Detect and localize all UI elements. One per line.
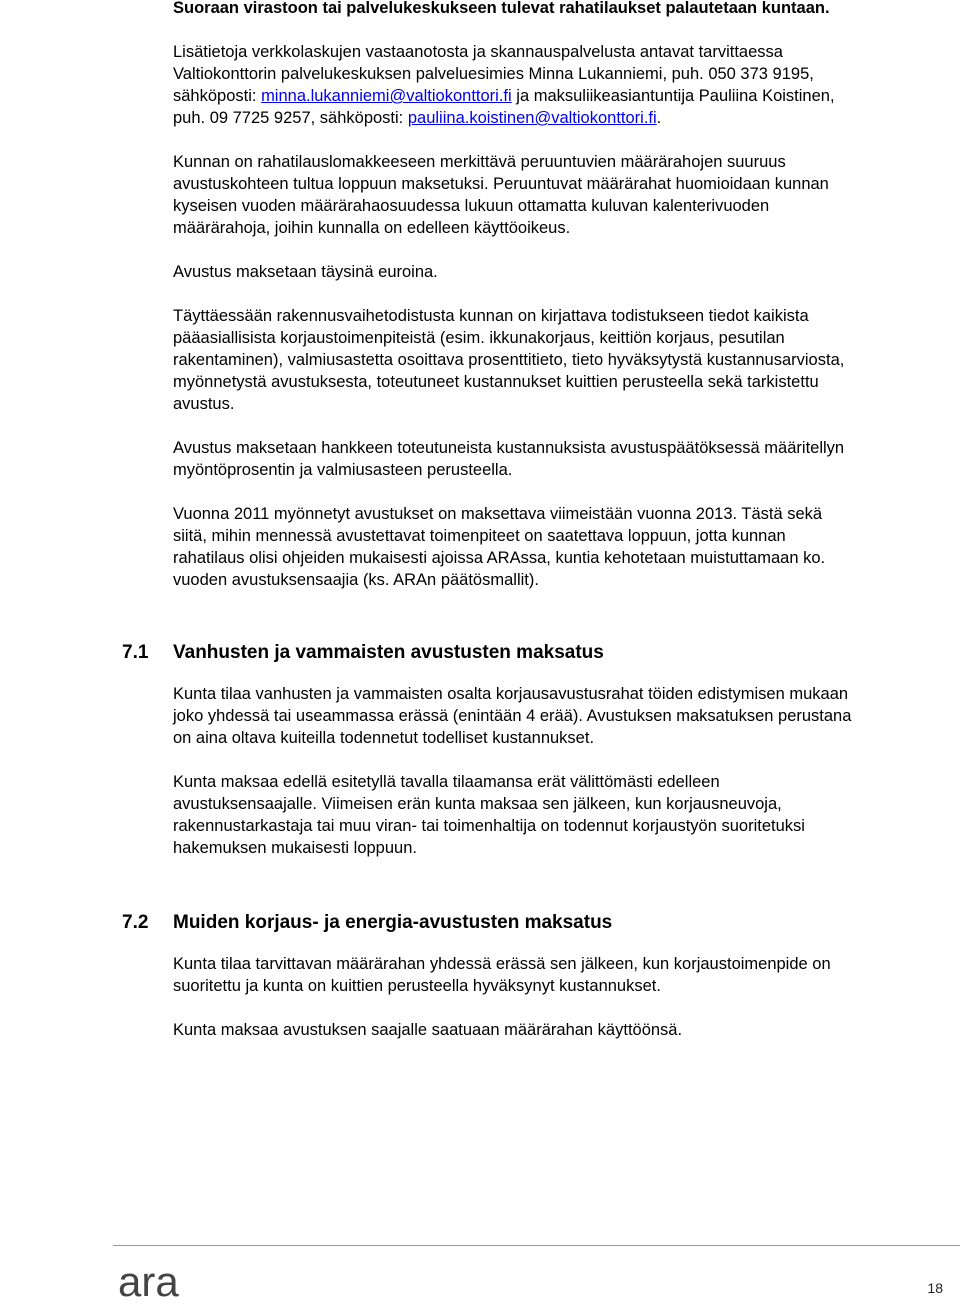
paragraph-7-1-first: Kunta tilaa vanhusten ja vammaisten osalta korjausavustusrahat töiden edistymisen mukaan joko yhdessä tai useammassa erässä (enintään 4 erää). Avustuksen maksatuksen perustana on aina oltava kuiteilla todennetut todelliset kustannukset. <box>173 685 852 747</box>
contact-text-3: . <box>656 109 662 127</box>
paragraph-full-euros: Avustus maksetaan täysinä euroina. <box>173 263 438 281</box>
contact-paragraph <box>173 41 853 129</box>
contact-text-2: ja maksuliikeasiantuntija Pauliina Koistinen, puh. 09 7725 9257, sähköposti: <box>173 87 835 127</box>
section-heading-7-2 <box>122 911 853 935</box>
footer-divider <box>113 1245 960 1246</box>
paragraph-7-2-second: Kunta maksaa avustuksen saajalle saatuaan määrärahan käyttöönsä. <box>173 1021 683 1039</box>
ara-logo <box>118 1262 192 1302</box>
section-title: Muiden korjaus- ja energia-avustusten maksatus <box>173 912 613 933</box>
paragraph-2011-grants: Vuonna 2011 myönnetyt avustukset on maksettava viimeistään vuonna 2013. Tästä sekä siitä, mihin mennessä avustettavat toimenpiteet on saatettava loppuun, jotta kunnan rahatilaus olisi ohjeiden mukaisesti ajoissa ARAssa, kuntia kehotetaan muistuttamaan ko. vuoden avustuksensaajia (ks. ARAn päätösmallit). <box>173 505 826 589</box>
section-number: 7.2 <box>122 912 149 933</box>
section-heading-7-1 <box>122 641 853 665</box>
paragraph-cancelled-appropriations: Kunnan on rahatilauslomakkeeseen merkittävä peruuntuvien määrärahojen suuruus avustuskohteen tultua loppuun maksetuksi. Peruuntuvat määrärahat huomioidaan kunnan kyseisen vuoden määrärahaosuudessa lukuun ottamatta kuluvan kalenterivuoden määrärahoja, joihin kunnalla on edelleen käyttöoikeus. <box>173 153 829 237</box>
email-link-pauliina[interactable]: pauliina.koistinen@valtiokonttori.fi <box>407 109 657 127</box>
paragraph-actual-costs: Avustus maksetaan hankkeen toteutuneista kustannuksista avustuspäätöksessä määritellyn myöntöprosentin ja valmiusasteen perusteella. <box>173 439 845 479</box>
intro-bold-paragraph: Suoraan virastoon tai palvelukeskukseen tulevat rahatilaukset palautetaan kuntaan. <box>173 0 830 17</box>
section-title: Vanhusten ja vammaisten avustusten maksatus <box>173 642 604 663</box>
paragraph-7-1-second: Kunta maksaa edellä esitetyllä tavalla tilaamansa erät välittömästi edelleen avustuksensaajalle. Viimeisen erän kunta maksaa sen jälkeen, kun korjausneuvoja, rakennustarkastaja tai muu viran- tai toimenhaltija on todennut korjaustyön suoritetuksi hakemuksen mukaisesti loppuun. <box>173 773 805 857</box>
section-number: 7.1 <box>122 642 149 663</box>
document-body <box>122 0 853 1041</box>
paragraph-7-2-first: Kunta tilaa tarvittavan määrärahan yhdessä erässä sen jälkeen, kun korjaustoimenpide on suoritettu ja kunta on kuittien perusteella hyväksynyt kustannukset. <box>173 955 831 995</box>
contact-text-1: Lisätietoja verkkolaskujen vastaanotosta ja skannauspalvelusta antavat tarvittaessa Valtiokonttorin palvelukeskuksen palveluesimies Minna Lukanniemi, puh. 050 373 9195, sähköposti: <box>173 43 814 105</box>
email-link-minna[interactable]: minna.lukanniemi@valtiokonttori.fi <box>261 87 512 105</box>
logo-text: ara <box>118 1262 179 1302</box>
paragraph-construction-certificate: Täyttäessään rakennusvaihetodistusta kunnan on kirjattava todistukseen tiedot kaikista pääasiallisista korjaustoimenpiteistä (esim. ikkunakorjaus, keittiön korjaus, pesutilan rakentaminen), valmiusastetta osoittava prosenttitieto, tieto hyväksytystä kustannusarviosta, myönnetystä avustuksesta, toteutuneet kustannukset kuittien perusteella sekä tarkistettu avustus. <box>173 307 845 413</box>
page-number: 18 <box>927 1280 943 1296</box>
